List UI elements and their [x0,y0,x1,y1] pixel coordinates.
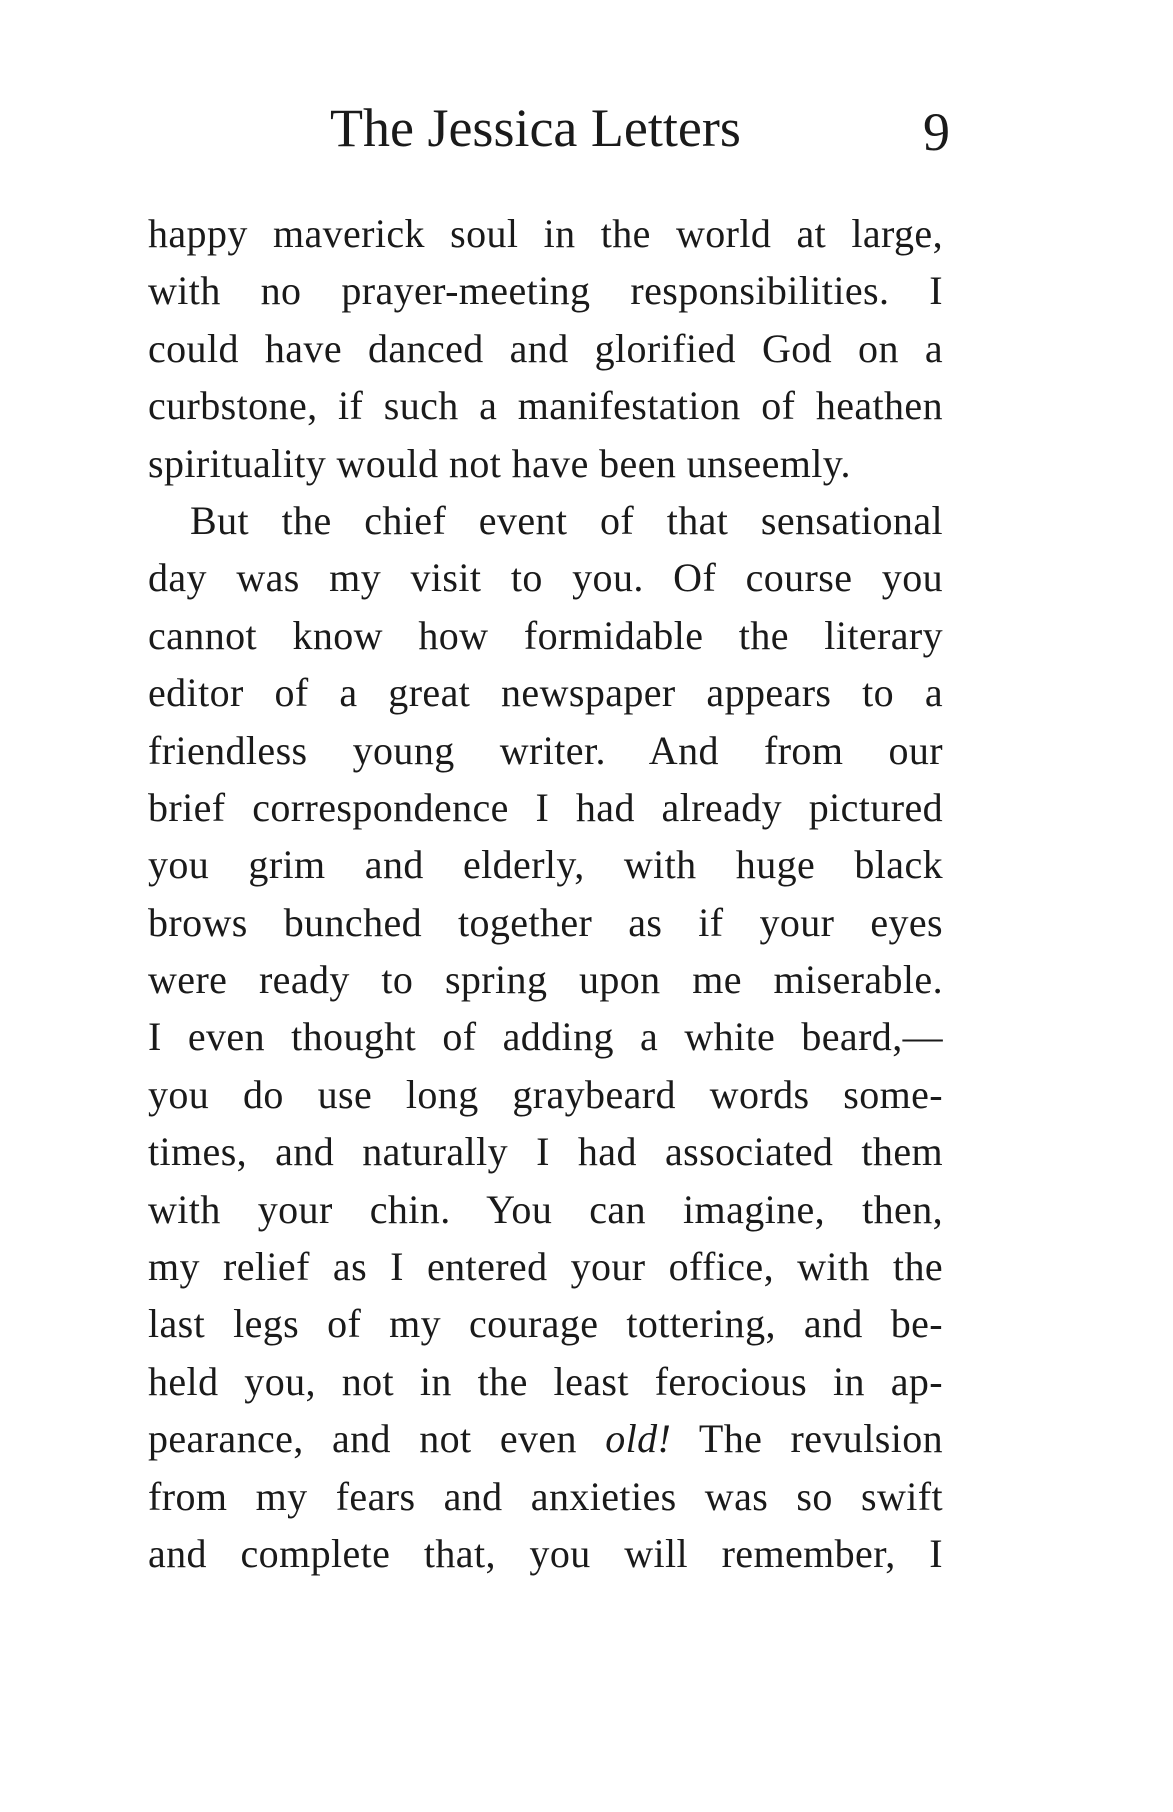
text-line: happy maverick soul in the world at large, [148,211,943,256]
body-text [148,205,943,1582]
text-line: editor of a great newspaper appears to a [148,670,943,716]
text-line: you do use long graybeard words some- [148,1071,943,1117]
text-line: curbstone, if such a manifestation of heathen [148,383,943,429]
text-line: with your chin. You can imagine, then, [148,1186,943,1232]
page-number: 9 [923,102,950,162]
running-head [150,98,950,168]
text-line: you grim and elderly, with huge black [148,842,943,888]
paragraph-start-line: But the chief event of that sensational [190,497,943,543]
italic-word: old! [605,1416,672,1462]
text-line: were ready to spring upon me miserable. [148,957,943,1003]
text-segment: pearance, and not even [148,1416,577,1462]
text-line: brows bunched together as if your eyes [148,899,943,945]
running-head-title: The Jessica Letters [330,98,741,158]
text-line: held you, not in the least ferocious in ap- [148,1358,943,1404]
text-line: cannot know how formidable the literary [148,612,943,658]
text-line: and complete that, you will remember, I [148,1530,943,1576]
text-line: spirituality would not have been unseemly. [148,440,851,486]
text-segment: The revulsion [698,1416,944,1462]
text-line: with no prayer-meeting responsibilities. I [148,268,943,314]
text-line: last legs of my courage tottering, and be- [148,1301,943,1347]
text-line: brief correspondence I had already pictured [148,784,943,830]
text-line: friendless young writer. And from our [148,727,943,773]
text-line: day was my visit to you. Of course you [148,555,943,601]
text-line: I even thought of adding a white beard,— [148,1014,943,1060]
text-line: times, and naturally I had associated them [148,1129,943,1175]
text-line-with-italic [148,1410,943,1467]
text-line: from my fears and anxieties was so swift [148,1473,943,1519]
text-line: my relief as I entered your office, with the [148,1244,943,1290]
text-line: could have danced and glorified God on a [148,325,943,371]
